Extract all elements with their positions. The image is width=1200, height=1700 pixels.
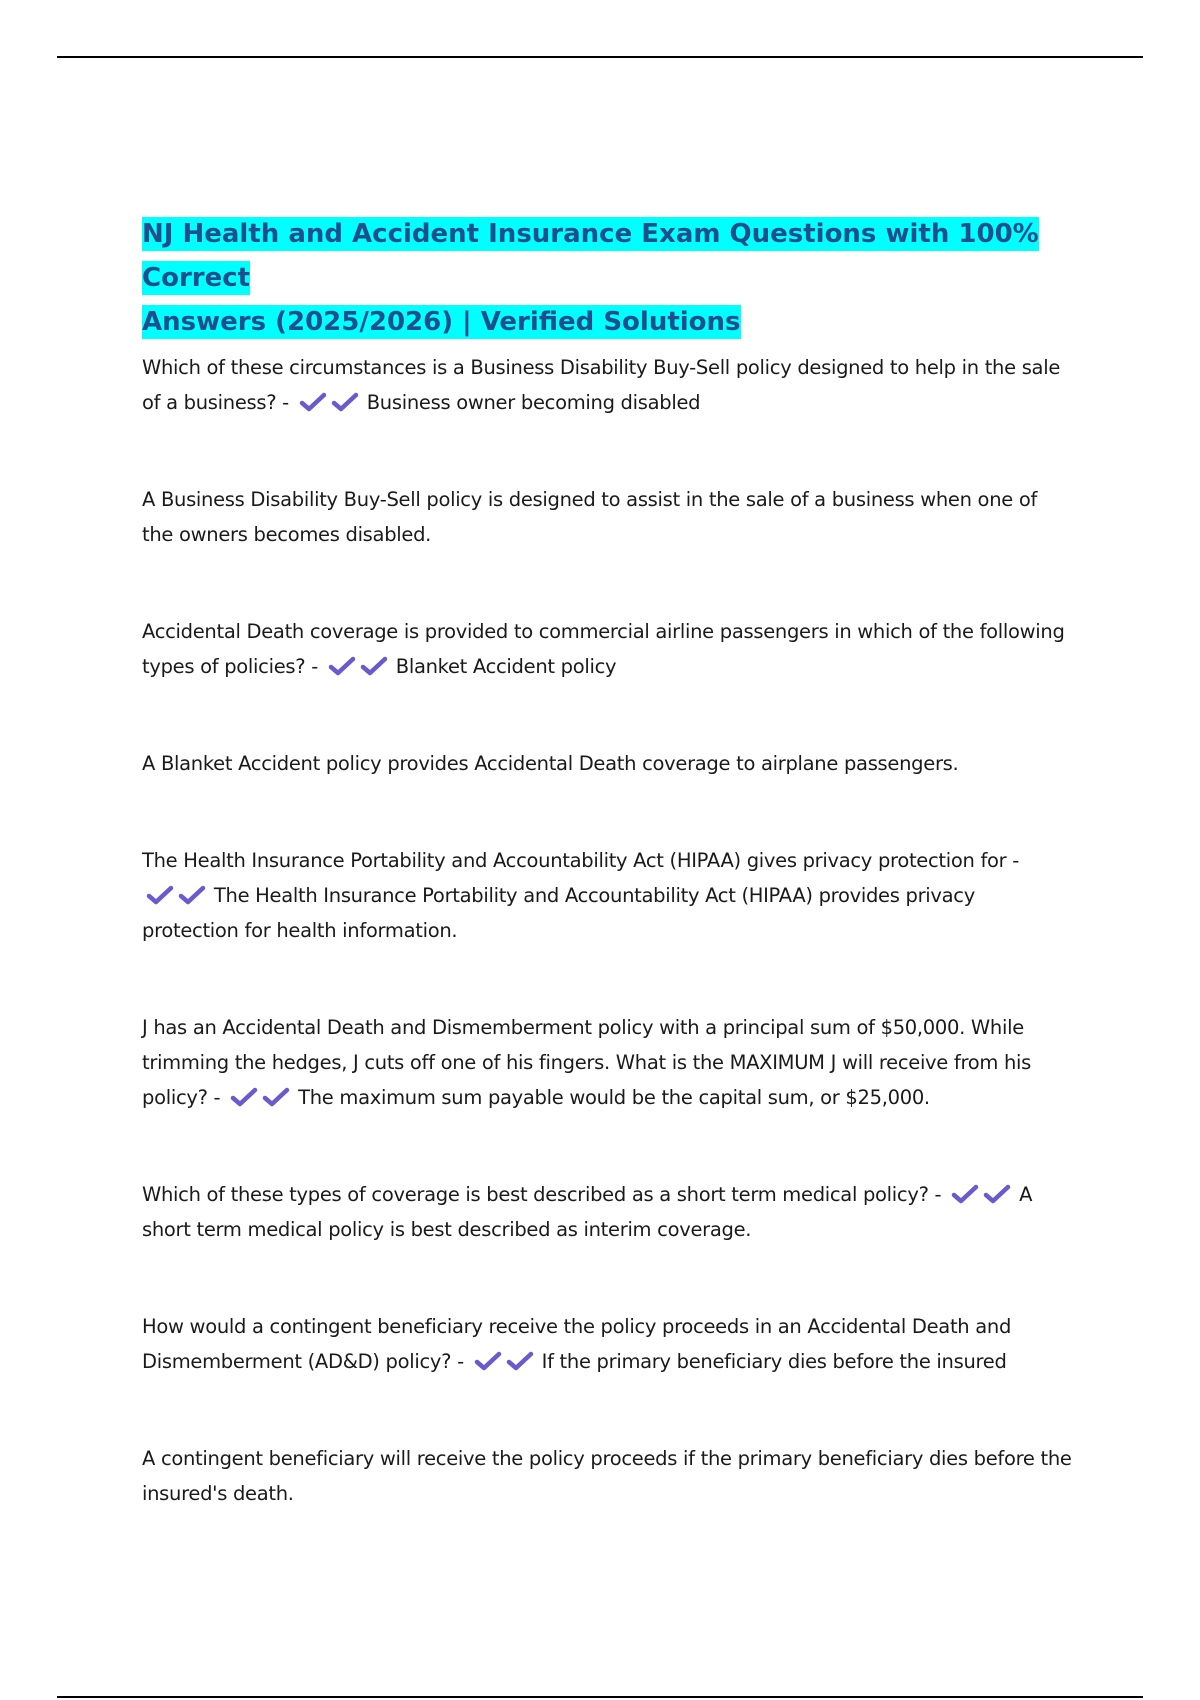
qa-item: [142, 614, 1072, 684]
answer-text: The Health Insurance Portability and Accountability Act (HIPAA) provides privacy protection for health information.: [142, 884, 975, 942]
bottom-rule: [57, 1696, 1143, 1698]
check-icon: [262, 1087, 290, 1107]
explanation-text: A Blanket Accident policy provides Accidental Death coverage to airplane passengers.: [142, 752, 959, 775]
qa-item: [142, 350, 1072, 420]
double-check-icon: [474, 1351, 534, 1371]
answer-text: If the primary beneficiary dies before the insured: [541, 1350, 1007, 1373]
question-text: How would a contingent beneficiary receive the policy proceeds in an Accidental Death and Dismemberment (AD&D) policy? -: [142, 1315, 1012, 1373]
check-icon: [983, 1184, 1011, 1204]
double-check-icon: [951, 1184, 1011, 1204]
title-line-1: NJ Health and Accident Insurance Exam Questions with 100% Correct: [142, 219, 1039, 293]
check-icon: [178, 885, 206, 905]
check-icon: [360, 656, 388, 676]
title-line-2: Answers (2025/2026) | Verified Solutions: [142, 307, 741, 337]
question-text: The Health Insurance Portability and Accountability Act (HIPAA) gives privacy protection for -: [142, 849, 1020, 872]
check-icon: [299, 392, 327, 412]
check-icon: [146, 885, 174, 905]
question-text: Which of these types of coverage is best described as a short term medical policy? -: [142, 1183, 942, 1206]
explanation-text: A Business Disability Buy-Sell policy is designed to assist in the sale of a business when one of the owners becomes disabled.: [142, 488, 1038, 546]
explanation-text: A contingent beneficiary will receive the policy proceeds if the primary beneficiary dies before the insured's death.: [142, 1447, 1072, 1505]
check-icon: [328, 656, 356, 676]
double-check-icon: [146, 885, 206, 905]
qa-item: [142, 843, 1072, 948]
qa-item: [142, 1177, 1072, 1247]
double-check-icon: [299, 392, 359, 412]
answer-text: The maximum sum payable would be the capital sum, or $25,000.: [298, 1086, 930, 1109]
double-check-icon: [328, 656, 388, 676]
answer-text: Blanket Accident policy: [395, 655, 617, 678]
document-body: [142, 212, 1072, 1511]
qa-item: [142, 1010, 1072, 1115]
document-title: [142, 212, 1072, 344]
answer-text: Business owner becoming disabled: [366, 391, 701, 414]
check-icon: [331, 392, 359, 412]
question-text: J has an Accidental Death and Dismemberment policy with a principal sum of $50,000. While trimming the hedges, J cuts off one of his fingers. What is the MAXIMUM J will receive from his policy? -: [142, 1016, 1032, 1109]
qa-item: [142, 1309, 1072, 1379]
answer-text: A short term medical policy is best described as interim coverage.: [142, 1183, 1033, 1241]
check-icon: [474, 1351, 502, 1371]
check-icon: [506, 1351, 534, 1371]
top-rule: [57, 56, 1143, 58]
question-text: Accidental Death coverage is provided to commercial airline passengers in which of the following types of policies? -: [142, 620, 1065, 678]
double-check-icon: [230, 1087, 290, 1107]
check-icon: [230, 1087, 258, 1107]
check-icon: [951, 1184, 979, 1204]
question-text: Which of these circumstances is a Business Disability Buy-Sell policy designed to help in the sale of a business? -: [142, 356, 1061, 414]
